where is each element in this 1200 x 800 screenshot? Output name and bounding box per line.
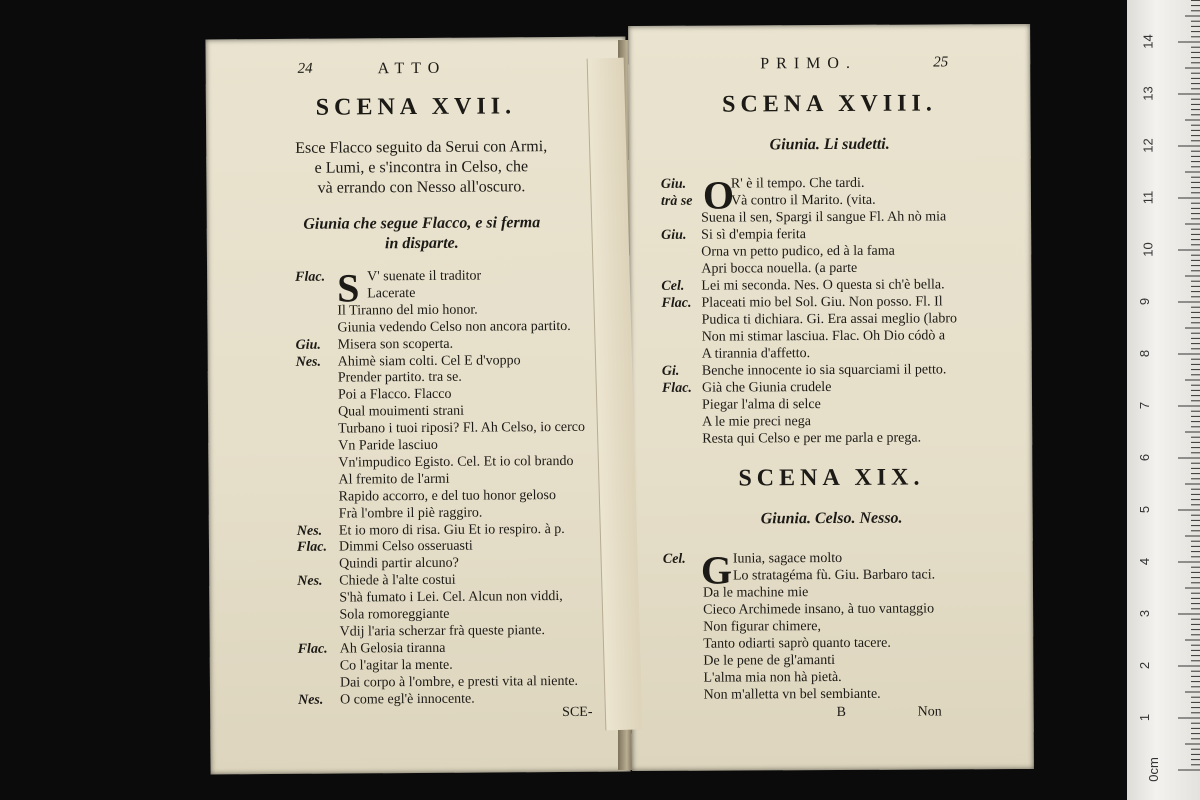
ruler-ticks [1127, 0, 1200, 800]
stage-line: và errando con Nesso all'oscuro. [317, 178, 526, 197]
text-line [662, 327, 945, 345]
verse-text: Piegar l'alma di selce [701, 397, 821, 413]
text-line [661, 243, 895, 261]
text-line [298, 622, 546, 641]
verse-text: De le pene de gl'amanti [703, 652, 835, 669]
text-line [662, 361, 947, 379]
verse-text: Dimmi Celso osseruasti [338, 539, 473, 555]
verse-text: Qual mouimenti strani [337, 403, 465, 420]
speaker-label: Giu. [661, 227, 687, 243]
speaker-label: Giu. [295, 337, 321, 353]
text-line [663, 584, 808, 602]
text-line [296, 419, 585, 438]
stage-line: Giunia che segue Flacco, e si ferma [303, 214, 541, 233]
speaker-label: Nes. [297, 692, 324, 708]
verse-text: A tirannia d'affetto. [701, 346, 811, 362]
text-line [297, 588, 563, 607]
verse-text: Cieco Archimede insano, à tuo vantaggio [703, 601, 935, 618]
text-line [297, 572, 456, 590]
speaker-label: Nes. [295, 354, 322, 370]
verse-text: L'alma mia non hà pietà. [703, 669, 842, 686]
verse-text: Chiede à l'alte costui [339, 572, 456, 589]
text-line [296, 471, 449, 489]
drop-cap-g: G [700, 547, 733, 593]
verse-text: S'hà fumato i Lei. Cel. Alcun non viddi, [339, 589, 563, 606]
ruler-number: 6 [1137, 453, 1153, 462]
verse-text: Prender partito. tra se. [337, 370, 462, 386]
stage-line: in disparte. [384, 234, 459, 253]
text-line [663, 635, 891, 653]
text-line [661, 226, 806, 244]
catchword-left: SCE- [562, 704, 593, 721]
drop-cap-o: O [702, 172, 735, 218]
verse-text: Vn Paride lasciuo [338, 437, 438, 454]
verse-text: Al fremito de l'armi [338, 471, 450, 488]
verse-text: A le mie preci nega [702, 414, 812, 430]
text-line [296, 386, 452, 404]
text-line [663, 566, 935, 584]
verse-text: Da le machine mie [702, 585, 809, 601]
running-head-left: ATTO [377, 59, 447, 78]
verse-text: Vn'impudico Egisto. Cel. Et io col brando [338, 453, 574, 471]
text-line [296, 437, 438, 455]
text-line [298, 672, 578, 691]
text-line [298, 656, 453, 674]
speaker-label: Flac. [297, 641, 328, 657]
verse-text: Co l'agitar la mente. [339, 657, 453, 674]
text-line [295, 301, 478, 319]
ruler-number: 5 [1137, 505, 1153, 514]
centimeter-ruler [1127, 0, 1200, 800]
text-line [296, 369, 462, 387]
text-line [662, 396, 821, 414]
speaker-label: Flac. [661, 295, 692, 311]
text-line [662, 310, 958, 329]
verse-text: V' suenate il traditor [367, 268, 482, 285]
verse-text: O come egl'è innocente. [339, 691, 475, 708]
ruler-number: 0cm [1145, 757, 1161, 782]
ruler-number: 13 [1140, 86, 1156, 101]
speaker-label: trà se [660, 193, 693, 209]
ruler-number: 2 [1137, 661, 1153, 670]
drop-cap-left: S [337, 265, 360, 311]
verse-text: Ahimè siam colti. Cel E d'voppo [337, 352, 521, 370]
verse-text: Lo stratagéma fù. Giu. Barbaro taci. [732, 567, 936, 584]
text-line [297, 520, 565, 539]
text-line [663, 669, 841, 687]
speaker-label: Cel. [661, 278, 685, 294]
ruler-number: 14 [1140, 34, 1156, 49]
verse-text: Poi a Flacco. Flacco [337, 387, 452, 403]
text-line [661, 208, 946, 226]
text-line [662, 430, 921, 448]
catchword-right: Non [917, 704, 942, 720]
verse-text: Giunia vedendo Celso non ancora partito. [337, 318, 571, 336]
running-head-right: PRIMO. [760, 54, 857, 73]
verse-text: Quindi partir alcuno? [339, 556, 459, 572]
verse-text: Vdij l'aria scherzar frà queste piante. [339, 623, 546, 640]
text-line [298, 690, 475, 708]
text-line [297, 504, 483, 522]
verse-text: Iunia, sagace molto [732, 550, 843, 567]
text-line [296, 403, 464, 421]
speaker-label: Gi. [661, 363, 680, 379]
text-line [297, 538, 473, 556]
ruler-number: 10 [1140, 242, 1156, 257]
page-number-right: 25 [933, 54, 949, 71]
ruler-number: 1 [1137, 713, 1153, 722]
ruler-number: 11 [1140, 190, 1156, 205]
speaker-label: Nes. [297, 573, 323, 590]
text-line [296, 335, 454, 353]
verse-text: Pudica ti dichiara. Gi. Era assai meglio (labro [701, 311, 958, 328]
text-line [661, 276, 944, 294]
speaker-label: Giu. [660, 176, 687, 192]
verse-text: Rapido accorro, e del tuo honor geloso [338, 487, 557, 505]
text-line [297, 487, 556, 506]
speaker-label: Nes. [296, 523, 323, 539]
verse-text: Frà l'ombre il piè raggiro. [338, 505, 483, 522]
text-line [661, 192, 876, 210]
ruler-number: 8 [1137, 349, 1153, 358]
verse-text: Lei mi seconda. Nes. O questa si ch'è bella. [701, 277, 945, 294]
scene-title-xix: SCENA XIX. [738, 464, 925, 492]
verse-text: Orna vn petto pudico, ed à la fama [701, 243, 895, 260]
right-page [628, 24, 1034, 771]
speaker-label: Flac. [295, 269, 326, 285]
speaker-label: Cel. [662, 551, 686, 567]
text-line [295, 268, 481, 286]
ruler-number: 3 [1137, 609, 1153, 618]
verse-text: Turbano i tuoi riposi? Fl. Ah Celso, io cerco [338, 419, 586, 437]
text-line [662, 379, 832, 397]
scene-xix-persons: Giunia. Celso. Nesso. [760, 509, 903, 528]
left-page [205, 37, 630, 775]
aside-direction [247, 213, 597, 255]
verse-text: R' è il tempo. Che tardi. [730, 175, 865, 192]
text-line [663, 652, 835, 670]
text-line [296, 453, 573, 472]
verse-text: Et io moro di risa. Giu Et io respiro. à p. [338, 521, 565, 539]
verse-text: Non m'alletta vn bel sembiante. [703, 686, 881, 703]
signature-mark: B [836, 704, 847, 720]
ruler-number: 7 [1137, 401, 1153, 410]
text-line [298, 640, 446, 658]
text-line [295, 318, 570, 337]
stage-line: Esce Flacco seguito da Serui con Armi, [295, 138, 548, 157]
stage-direction [246, 137, 596, 199]
verse-text: Non mi stimar lasciua. Flac. Oh Dio códò a [701, 328, 946, 345]
text-line [661, 175, 865, 193]
verse-text: Và contro il Marito. (vita. [730, 192, 876, 209]
verse-text: Resta qui Celso e per me parla e prega. [702, 430, 922, 447]
verse-text: Non figurar chimere, [703, 619, 822, 635]
ruler-number: 9 [1137, 297, 1153, 306]
text-line [661, 293, 942, 311]
text-line [296, 352, 521, 371]
text-line [663, 618, 821, 636]
verse-text: Suena il sen, Spargi il sangue Fl. Ah nò mia [701, 209, 947, 226]
text-line [295, 285, 415, 303]
text-line [664, 686, 881, 704]
verse-text: Sola romoreggiante [339, 606, 450, 623]
verse-text: Benche innocente io sia squarciami il petto. [701, 362, 947, 379]
verse-text: Il Tiranno del mio honor. [337, 302, 478, 319]
verse-text: Misera son scoperta. [337, 336, 454, 353]
verse-text: Ah Gelosia tiranna [339, 640, 446, 657]
speaker-label: Flac. [296, 540, 327, 556]
verse-text: Si sì d'empia ferita [701, 227, 806, 243]
ruler-number: 12 [1140, 138, 1156, 153]
verse-text: Lacerate [367, 285, 416, 302]
page-number-left: 24 [297, 60, 313, 77]
scene-xviii-persons: Giunia. Li sudetti. [769, 135, 890, 154]
speaker-label: Flac. [661, 380, 692, 396]
ruler-number: 4 [1137, 557, 1153, 566]
text-line [661, 260, 857, 278]
verse-text: Già che Giunia crudele [701, 379, 832, 396]
text-line [662, 345, 810, 363]
verse-text: Dai corpo à l'ombre, e presti vita al niente. [339, 673, 579, 691]
text-line [663, 600, 934, 618]
verse-text: Tanto odiarti saprò quanto tacere. [703, 635, 891, 652]
scene-title-xvii: SCENA XVII. [315, 93, 517, 121]
text-line [663, 550, 842, 568]
verse-text: Placeati mio bel Sol. Giu. Non posso. Fl. Il [701, 294, 943, 311]
scene-title-xviii: SCENA XVIII. [722, 90, 937, 118]
text-line [297, 606, 449, 624]
text-line [297, 555, 459, 573]
text-line [662, 413, 811, 431]
stage-line: e Lumi, e s'incontra in Celso, che [314, 158, 529, 177]
verse-text: Apri bocca nouella. (a parte [701, 260, 858, 277]
